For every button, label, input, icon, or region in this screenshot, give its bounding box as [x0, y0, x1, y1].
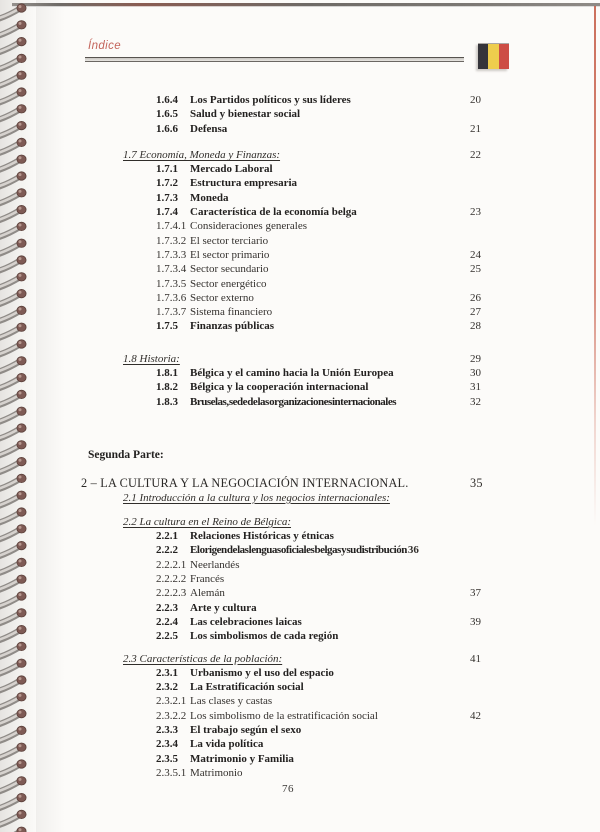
toc-entry-title: Sistema financiero	[190, 306, 273, 319]
spiral-coil	[0, 37, 26, 54]
toc-entry	[81, 615, 581, 629]
toc-entry-number: 1.7.3.3	[156, 248, 187, 261]
spiral-coil	[0, 525, 26, 542]
spiral-coil	[0, 474, 26, 491]
spiral-coil	[0, 390, 26, 407]
toc-entry-number: 2.3.2.2	[156, 709, 187, 722]
toc-entry	[81, 766, 581, 780]
toc-entry-number: 1.7.4.1	[156, 220, 187, 233]
toc-entry	[81, 148, 581, 162]
toc-entry	[81, 586, 581, 600]
spiral-coil	[0, 273, 26, 290]
toc-entry-page: 41	[470, 652, 481, 665]
toc-entry	[81, 107, 581, 121]
spiral-binding-icon	[0, 0, 46, 832]
toc-entry-title: Sector externo	[190, 291, 254, 304]
spiral-coil	[0, 54, 26, 71]
spiral-coil	[0, 323, 26, 340]
toc-entry-title: 1.7 Economía, Moneda y Finanzas:	[123, 148, 281, 161]
toc-entry-number: 2.3.5	[156, 752, 178, 765]
toc-entry-title: Bruselas, sede de las organizaciones internacionales	[190, 395, 396, 408]
toc-entry	[81, 529, 581, 543]
toc-entry-title: Alemán	[190, 587, 225, 600]
toc-entry	[81, 93, 581, 107]
spiral-coil	[0, 726, 26, 743]
spiral-coil	[0, 373, 26, 390]
toc-entry	[81, 162, 581, 176]
spiral-coil	[0, 205, 26, 222]
spiral-coil	[0, 239, 26, 256]
toc-entry-number: 1.8.1	[156, 367, 178, 380]
toc-entry-title: Estructura empresaria	[190, 177, 298, 190]
toc-entry-number: 1.8.3	[156, 395, 178, 408]
toc-entry-number: 1.7.3.4	[156, 263, 187, 276]
toc-entry-title: Consideraciones generales	[190, 220, 307, 233]
toc-entry	[81, 737, 581, 751]
toc-entry	[81, 366, 581, 380]
toc-entry	[81, 448, 581, 462]
toc-entry-number: 1.8.2	[156, 381, 178, 394]
toc-entry-title: Los Partidos políticos y sus líderes	[190, 94, 351, 106]
toc-entry	[81, 205, 581, 219]
toc-entry-number: 1.7.1	[156, 163, 178, 176]
toc-entry	[81, 305, 581, 319]
toc-entry	[81, 277, 581, 291]
toc-entry-page: 39	[470, 615, 481, 628]
toc-entry	[81, 476, 581, 490]
flag-stripe-black	[478, 44, 488, 69]
toc-entry-page: 29	[470, 352, 481, 365]
toc-entry-title: Urbanismo y el uso del espacio	[190, 666, 334, 679]
spiral-coil	[0, 256, 26, 273]
toc-entry-number: 1.6.4	[156, 94, 178, 106]
spiral-coil	[0, 810, 26, 827]
toc-entry-number: 1.7.3.6	[156, 291, 187, 304]
toc-entry	[81, 122, 581, 136]
flag-stripe-yellow	[488, 44, 498, 69]
toc-entry-title: Característica de la economía belga	[190, 206, 357, 219]
toc-entry-title: El origen de las lenguas oficiales belgas y su distribución	[190, 544, 407, 557]
toc-entry	[81, 752, 581, 766]
toc-entry	[81, 219, 581, 233]
toc-entry	[81, 709, 581, 723]
toc-entry-number: 2.2.4	[156, 615, 178, 628]
spiral-coil	[0, 289, 26, 306]
toc-entry-number: 1.7.3	[156, 191, 178, 204]
toc-entry-title: Segunda Parte:	[88, 448, 164, 461]
spiral-coil	[0, 592, 26, 609]
toc-entry-page: 23	[470, 206, 481, 219]
spiral-coil	[0, 676, 26, 693]
toc-entry-number: 2.2.2.2	[156, 573, 187, 586]
toc-entry-page: 32	[470, 395, 481, 408]
toc-entry-page: 26	[470, 291, 481, 304]
toc-entry-page: 22	[470, 148, 481, 161]
toc-entry-number: 2.3.5.1	[156, 766, 187, 779]
toc-entry	[81, 601, 581, 615]
toc-entry-title: Defensa	[190, 122, 228, 135]
toc-entry	[81, 558, 581, 572]
spiral-coil	[0, 457, 26, 474]
toc-entry-title: Matrimonio y Familia	[190, 752, 294, 765]
toc-entry-title: Bélgica y la cooperación internacional	[190, 381, 369, 394]
toc-entry-title: 1.8 Historia:	[123, 352, 180, 365]
spiral-coil	[0, 709, 26, 726]
scan-top-edge	[12, 3, 600, 7]
toc-entry	[81, 395, 581, 409]
spiral-coil	[0, 491, 26, 508]
toc-entry-title: Bélgica y el camino hacia la Unión Europea	[190, 367, 394, 380]
spiral-coil	[0, 424, 26, 441]
spiral-coil	[0, 189, 26, 206]
spiral-coil	[0, 306, 26, 323]
toc-entry-number: 2.3.2.1	[156, 695, 187, 708]
toc-entry-page: 42	[470, 709, 481, 722]
spiral-coil	[0, 357, 26, 374]
toc-entry-title: Moneda	[190, 191, 229, 204]
toc-entry-title: 2.1 Introducción a la cultura y los negocios internacionales:	[123, 491, 390, 504]
toc-entry-title: Francés	[190, 573, 225, 586]
spiral-coil	[0, 121, 26, 138]
page-title: Índice	[88, 40, 122, 52]
toc-entry-page: 28	[470, 320, 481, 333]
toc-entry-number: 1.6.5	[156, 108, 178, 121]
toc-entry-number: 2.3.4	[156, 738, 178, 751]
toc-list	[81, 93, 581, 780]
toc-entry-title: Matrimonio	[190, 766, 243, 779]
toc-entry-title: Las celebraciones laicas	[190, 615, 302, 628]
toc-entry	[81, 319, 581, 333]
spiral-coil	[0, 138, 26, 155]
spiral-coil	[0, 659, 26, 676]
toc-entry	[81, 176, 581, 190]
toc-entry-number: 1.7.3.5	[156, 277, 187, 290]
spiral-coil	[0, 340, 26, 357]
toc-entry-title: El trabajo según el sexo	[190, 723, 302, 736]
toc-entry	[81, 515, 581, 529]
toc-entry	[81, 652, 581, 666]
toc-entry	[81, 572, 581, 586]
toc-entry-title: 2.2 La cultura en el Reino de Bélgica:	[123, 515, 292, 528]
toc-entry-title: Relaciones Históricas y étnicas	[190, 530, 334, 543]
toc-entry-page: 36	[407, 544, 419, 557]
toc-entry	[81, 723, 581, 737]
spiral-coil	[0, 88, 26, 105]
toc-entry	[81, 248, 581, 262]
toc-entry	[81, 666, 581, 680]
toc-entry-number: 1.7.2	[156, 177, 178, 190]
toc-entry	[81, 262, 581, 276]
toc-entry	[81, 352, 581, 366]
toc-entry-number: 1.7.3.7	[156, 306, 187, 319]
toc-entry-page: 37	[470, 587, 481, 600]
spiral-coil	[0, 743, 26, 760]
toc-entry-title: Las clases y castas	[190, 695, 273, 708]
spiral-coil	[0, 172, 26, 189]
toc-entry-page: 21	[470, 122, 481, 135]
spiral-coil	[0, 575, 26, 592]
toc-entry-page: 30	[470, 367, 481, 380]
toc-entry-number: 2.2.3	[156, 601, 178, 614]
toc-entry-title: Los simbolismos de cada región	[190, 630, 339, 643]
toc-entry-title: Salud y bienestar social	[190, 108, 301, 121]
spiral-coil	[0, 693, 26, 710]
toc-entry-title: El sector primario	[190, 248, 270, 261]
toc-entry-number: 1.6.6	[156, 122, 178, 135]
toc-entry-page: 25	[470, 263, 481, 276]
header-rule	[85, 57, 464, 62]
toc-entry-title: Finanzas públicas	[190, 320, 275, 333]
spiral-coil	[0, 760, 26, 777]
flag-stripe-red	[499, 44, 509, 69]
toc-entry-number: 2.3.3	[156, 723, 178, 736]
spiral-coil	[0, 558, 26, 575]
toc-entry-page: 27	[470, 306, 481, 319]
toc-entry-number: 2.3.1	[156, 666, 178, 679]
spiral-coil	[0, 222, 26, 239]
toc-entry-number: 2.2.5	[156, 630, 178, 643]
toc-entry	[81, 380, 581, 394]
toc-entry	[81, 629, 581, 643]
toc-entry	[81, 543, 581, 557]
toc-entry	[81, 491, 581, 505]
toc-entry-number: 1.7.5	[156, 320, 178, 333]
toc-entry-number: 2.2.2.1	[156, 558, 187, 571]
spiral-coil	[0, 777, 26, 794]
toc-entry-title: 2 – LA CULTURA Y LA NEGOCIACIÓN INTERNACIONAL.	[81, 476, 409, 491]
toc-entry-title: Neerlandés	[190, 558, 240, 571]
toc-entry	[81, 694, 581, 708]
spiral-coil	[0, 441, 26, 458]
toc-entry-number: 2.2.1	[156, 530, 178, 543]
spiral-coil	[0, 508, 26, 525]
toc-entry-title: Arte y cultura	[190, 601, 257, 614]
toc-entry-title: Mercado Laboral	[190, 163, 273, 176]
spiral-coil	[0, 827, 26, 832]
spiral-coil	[0, 625, 26, 642]
toc-entry	[81, 191, 581, 205]
toc-entry	[81, 234, 581, 248]
toc-entry-number: 2.3.2	[156, 681, 178, 694]
toc-entry-number: 1.7.4	[156, 206, 178, 219]
toc-entry-title: La vida política	[190, 738, 264, 751]
cover-red-edge	[594, 6, 596, 526]
toc-entry-number: 1.7.3.2	[156, 234, 187, 247]
toc-entry-title: El sector terciario	[190, 234, 269, 247]
belgium-flag-icon	[478, 43, 509, 69]
toc-entry-page: 31	[470, 381, 481, 394]
spiral-coil	[0, 793, 26, 810]
toc-entry-page: 24	[470, 248, 481, 261]
spiral-coil	[0, 155, 26, 172]
toc-entry-title: Sector energético	[190, 277, 267, 290]
toc-entry-title: La Estratificación social	[190, 681, 304, 694]
spiral-coil	[0, 71, 26, 88]
toc-entry-page: 35	[470, 476, 483, 491]
spiral-coil	[0, 609, 26, 626]
spiral-coil	[0, 407, 26, 424]
toc-entry-number: 2.2.2	[156, 544, 178, 557]
spiral-coil	[0, 541, 26, 558]
spiral-coil	[0, 105, 26, 122]
spiral-coil	[0, 642, 26, 659]
toc-entry	[81, 291, 581, 305]
toc-entry-title: Los simbolismo de la estratificación social	[190, 709, 378, 722]
toc-entry-title: 2.3 Características de la población:	[123, 652, 283, 665]
spiral-coil	[0, 21, 26, 38]
toc-entry-title: Sector secundario	[190, 263, 269, 276]
page-number-footer: 76	[282, 783, 294, 795]
toc-entry-number: 2.2.2.3	[156, 587, 187, 600]
toc-entry	[81, 680, 581, 694]
spiral-coil	[0, 4, 26, 21]
toc-entry-page: 20	[470, 94, 481, 106]
